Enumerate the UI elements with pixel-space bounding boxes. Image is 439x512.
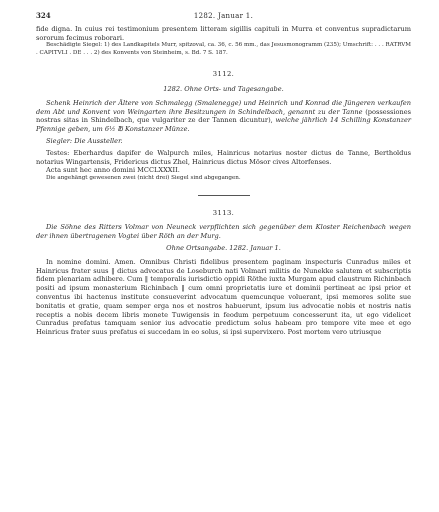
page-number: 324 [36, 11, 51, 20]
document-summary: Schenk Heinrich der Ältere von Schmalegg (Smalenegge) und Heinrich und Konrad die Jüngeren verkaufen dem Abt und Konvent von Weingarten ihre Besitzungen in Schindelbach, genannt zu der Tanne (possessiones nostras sitas in Shindelbach, que vulgariter ze der Tannen dicuntur), welche jährlich 14 Schilling Konstanzer Pfennige geben, um 6½ ℔ Konstanzer Münze. [36, 98, 411, 134]
act-date: Acta sunt hec anno domini MCCLXXXII. [46, 166, 180, 175]
document-number: 3113. [212, 208, 235, 217]
section-divider [198, 195, 250, 196]
document-summary: Die Söhne des Ritters Volmar von Neuneck verpflichten sich gegenüber dem Kloster Reichenbach wegen der ihnen übertragenen Vogtei über Röth an der Murg. [36, 223, 411, 241]
page-header [36, 12, 411, 21]
running-head: 1282. Januar 1. [193, 12, 254, 20]
continuation-text: fide digna. In cuius rei testimonium presentem litteram sigillis capituli in Murra et conventus supradictarum sororum fecimus roborari. [36, 24, 411, 42]
seal-note: Die angehängt gewesenen zwei (nicht drei) Siegel sind abgegangen. [46, 175, 241, 182]
witnesses-text: Testes: Eberhardus dapifer de Walpurch miles, Hainricus notarius noster dictus de Tanne, Bertholdus notarius Wingartensis, Fridericus dictus Zhel, Hainricus dictus Mösor cives Altorfenses. [36, 148, 411, 166]
document-dateline: Ohne Ortsangabe. 1282. Januar 1. [166, 243, 281, 252]
document-body: In nomine domini. Amen. Omnibus Christi fidelibus presentem paginam inspecturis Cunradus miles et Hainricus frater suus ‖ dictus advocatus de Loseburch nati Volmari militis de Nunekke salutem et subscriptis fidem plenariam adhibere. Cum ‖ temporalis iurisdictio oppidi Röthe iuxta Murgam apud claustrum Richinbach positi ad ipsum monasterium Richinbach ‖ cum omni proprietatis iure et dominii pertineat ac ipsi prior et conventus ibi hactenus institute consueverint advocatum quemcunque voluerant, ipsi memores solite sue bonitatis et gratie, quam semper erga nos et nostros habuerunt, ipsum ius advocatie nobis et nostris natis receptis a nobis decem libris monete Tuwigensis in feodum perpetuum concesserunt ita, ut ego videlicet Cunradus prefatus tamquam senior ius advocatie predictum solus habeam pro tempore vite mee et ego Heinricus frater suus prefatus ei succedam in eo solus, si ipsi supervixero. Post mortem vero utriusque [36, 257, 411, 337]
document-number: 3112. [212, 70, 235, 79]
document-dateline: 1282. Ohne Orts- und Tagesangabe. [163, 85, 284, 93]
issuer-line: Siegler: Die Aussteller. [46, 136, 123, 145]
seal-note: Beschädigte Siegel: 1) des Landkapitels Murr, spitzoval, ca. 36, c. 56 mm., das Jesusmonogramm (235); Umschrift: . . . RATRVM . CAPITVLI . DE . . . 2) des Konvents von Steinheim, s. Bd. 7 S. 187. [36, 42, 411, 56]
